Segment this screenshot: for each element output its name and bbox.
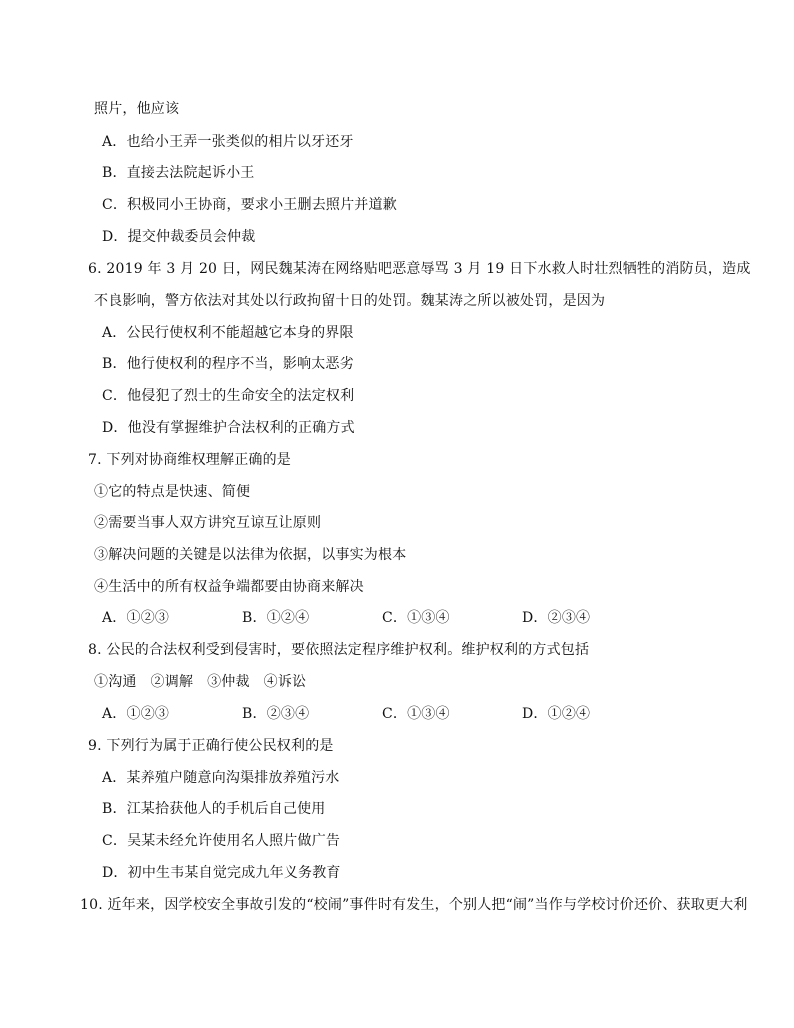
q5-option-b: B．直接去法院起诉小王 (102, 165, 255, 181)
q9-option-c: C．吴某未经允许使用名人照片做广告 (102, 833, 341, 849)
q7-statement-1: ①它的特点是快速、简便 (94, 484, 251, 500)
q9-option-a: A．某养殖户随意向沟渠排放养殖污水 (102, 770, 340, 786)
q7-options (0, 608, 794, 628)
q7-statement-3: ③解决问题的关键是以法律为依据，以事实为根本 (94, 547, 407, 563)
q6-stem-line1: 6. 2019 年 3 月 20 日，网民魏某涛在网络贴吧恶意辱骂 3 月 19 日下水救人时壮烈牺牲的消防员，造成 (88, 261, 751, 277)
q7-option-d: D．②③④ (522, 610, 591, 626)
q7-statement-2: ②需要当事人双方讲究互谅互让原则 (94, 515, 322, 531)
q10-stem: 10. 近年来，因学校安全事故引发的“校闹”事件时有发生，个别人把“闹”当作与学校讨价还价、获取更大利 (80, 897, 748, 913)
q8-option-c: C．①③④ (382, 706, 450, 722)
q7-statement-4: ④生活中的所有权益争端都要由协商来解决 (94, 579, 364, 595)
q6-option-d: D．他没有掌握维护合法权利的正确方式 (102, 420, 355, 436)
q7-option-b: B．①②④ (242, 610, 310, 626)
q8-option-d: D．①②④ (522, 706, 591, 722)
q5-stem-tail: 照片，他应该 (94, 101, 180, 117)
q8-options (0, 704, 794, 724)
q5-option-d: D．提交仲裁委员会仲裁 (102, 229, 256, 245)
q7-option-a: A．①②③ (102, 610, 170, 626)
q9-stem: 9. 下列行为属于正确行使公民权利的是 (88, 738, 334, 754)
q6-stem-line2: 不良影响，警方依法对其处以行政拘留十日的处罚。魏某涛之所以被处罚，是因为 (94, 293, 606, 309)
q8-option-a: A．①②③ (102, 706, 170, 722)
q5-option-a: A．也给小王弄一张类似的相片以牙还牙 (102, 134, 354, 150)
q8-stem: 8. 公民的合法权利受到侵害时，要依照法定程序维护权利。维护权利的方式包括 (88, 642, 590, 658)
q9-option-d: D．初中生韦某自觉完成九年义务教育 (102, 865, 341, 881)
q6-option-b: B．他行使权利的程序不当，影响太恶劣 (102, 356, 354, 372)
q9-option-b: B．江某拾获他人的手机后自己使用 (102, 801, 326, 817)
q6-option-a: A．公民行使权利不能超越它本身的界限 (102, 325, 354, 341)
q6-option-c: C．他侵犯了烈士的生命安全的法定权利 (102, 388, 355, 404)
q7-stem: 7. 下列对协商维权理解正确的是 (88, 452, 292, 468)
q8-items: ①沟通 ②调解 ③仲裁 ④诉讼 (94, 674, 307, 690)
q5-option-c: C．积极同小王协商，要求小王删去照片并道歉 (102, 197, 397, 213)
q7-option-c: C．①③④ (382, 610, 450, 626)
q8-option-b: B．②③④ (242, 706, 310, 722)
